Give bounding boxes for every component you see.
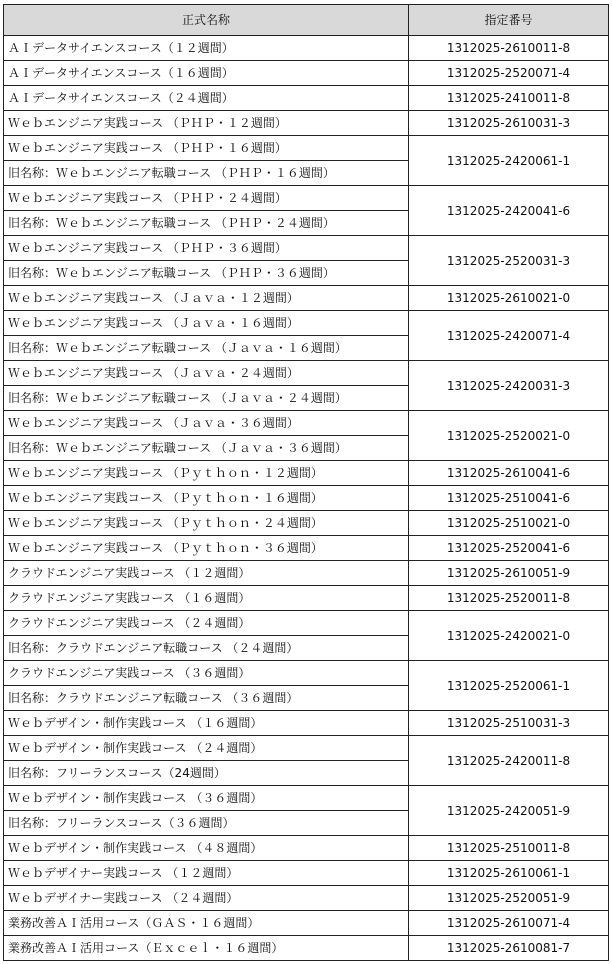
- course-official-name: Ｗｅｂデザイン・制作実践コース （１６週間）: [4, 711, 409, 736]
- course-official-name: 業務改善ＡＩ活用コース（ＧＡＳ・１６週間）: [4, 911, 409, 936]
- designation-number: 1312025-2420061-1: [409, 136, 609, 186]
- designation-number: 1312025-2520061-1: [409, 661, 609, 711]
- table-row: [4, 236, 609, 261]
- course-former-name: 旧名称：クラウドエンジニア転職コース （３６週間）: [4, 686, 409, 711]
- course-former-name: 旧名称：フリーランスコース（３６週間）: [4, 811, 409, 836]
- course-official-name: Ｗｅｂエンジニア実践コース （ＰＨＰ・１２週間）: [4, 111, 409, 136]
- table-row: [4, 536, 609, 561]
- course-official-name: クラウドエンジニア実践コース （２４週間）: [4, 611, 409, 636]
- table-row: [4, 936, 609, 961]
- course-official-name: Ｗｅｂエンジニア実践コース （Ｐｙｔｈｏｎ・１２週間）: [4, 461, 409, 486]
- table-row: [4, 561, 609, 586]
- designation-number: 1312025-2610071-4: [409, 911, 609, 936]
- course-official-name: Ｗｅｂエンジニア実践コース （Ｐｙｔｈｏｎ・３６週間）: [4, 536, 409, 561]
- designation-number: 1312025-2510021-0: [409, 511, 609, 536]
- course-official-name: Ｗｅｂエンジニア実践コース （ＰＨＰ・２４週間）: [4, 186, 409, 211]
- designation-number: 1312025-2610061-1: [409, 861, 609, 886]
- designation-number: 1312025-2520071-4: [409, 61, 609, 86]
- table-row: [4, 611, 609, 636]
- table-row: [4, 136, 609, 161]
- course-official-name: ＡＩデータサイエンスコース（２４週間）: [4, 86, 409, 111]
- course-official-name: クラウドエンジニア実践コース （１２週間）: [4, 561, 409, 586]
- table-row: [4, 61, 609, 86]
- table-row: [4, 311, 609, 336]
- designation-number: 1312025-2520041-6: [409, 536, 609, 561]
- table-body: [4, 36, 609, 961]
- table-row: [4, 186, 609, 211]
- table-row: [4, 661, 609, 686]
- course-official-name: Ｗｅｂエンジニア実践コース （Ｊａｖａ・２４週間）: [4, 361, 409, 386]
- course-official-name: Ｗｅｂデザイン・制作実践コース （２４週間）: [4, 736, 409, 761]
- designation-number: 1312025-2420041-6: [409, 186, 609, 236]
- table-row: [4, 461, 609, 486]
- table-row: [4, 86, 609, 111]
- table-row: [4, 886, 609, 911]
- designation-number: 1312025-2520031-3: [409, 236, 609, 286]
- table-row: [4, 286, 609, 311]
- table-row: [4, 911, 609, 936]
- table-row: [4, 836, 609, 861]
- course-official-name: Ｗｅｂエンジニア実践コース （ＰＨＰ・１６週間）: [4, 136, 409, 161]
- course-official-name: ＡＩデータサイエンスコース（１２週間）: [4, 36, 409, 61]
- course-former-name: 旧名称：Ｗｅｂエンジニア転職コース （ＰＨＰ・１６週間）: [4, 161, 409, 186]
- designation-number: 1312025-2520021-0: [409, 411, 609, 461]
- table-row: [4, 36, 609, 61]
- designation-number: 1312025-2420011-8: [409, 736, 609, 786]
- designation-number: 1312025-2610041-6: [409, 461, 609, 486]
- table-row: [4, 486, 609, 511]
- designation-number: 1312025-2510041-6: [409, 486, 609, 511]
- table-row: [4, 111, 609, 136]
- table-row: [4, 586, 609, 611]
- table-row: [4, 736, 609, 761]
- table-row: [4, 711, 609, 736]
- course-former-name: 旧名称：クラウドエンジニア転職コース （２４週間）: [4, 636, 409, 661]
- header-row: [4, 5, 609, 36]
- course-official-name: クラウドエンジニア実践コース （１６週間）: [4, 586, 409, 611]
- course-former-name: 旧名称：フリーランスコース（24週間）: [4, 761, 409, 786]
- course-former-name: 旧名称：Ｗｅｂエンジニア転職コース （ＰＨＰ・２４週間）: [4, 211, 409, 236]
- designation-number: 1312025-2420071-4: [409, 311, 609, 361]
- designation-number: 1312025-2520011-8: [409, 586, 609, 611]
- course-former-name: 旧名称：Ｗｅｂエンジニア転職コース （Ｊａｖａ・２４週間）: [4, 386, 409, 411]
- course-official-name: Ｗｅｂエンジニア実践コース （Ｐｙｔｈｏｎ・１６週間）: [4, 486, 409, 511]
- course-official-name: Ｗｅｂエンジニア実践コース （Ｊａｖａ・１６週間）: [4, 311, 409, 336]
- course-official-name: Ｗｅｂエンジニア実践コース （Ｐｙｔｈｏｎ・２４週間）: [4, 511, 409, 536]
- course-official-name: クラウドエンジニア実践コース （３６週間）: [4, 661, 409, 686]
- designation-number: 1312025-2610081-7: [409, 936, 609, 961]
- designation-number: 1312025-2420021-0: [409, 611, 609, 661]
- table-row: [4, 511, 609, 536]
- course-official-name: ＡＩデータサイエンスコース（１６週間）: [4, 61, 409, 86]
- header-designation-number: 指定番号: [409, 5, 609, 36]
- course-official-name: Ｗｅｂエンジニア実践コース （Ｊａｖａ・１２週間）: [4, 286, 409, 311]
- designation-number: 1312025-2520051-9: [409, 886, 609, 911]
- course-official-name: Ｗｅｂエンジニア実践コース （Ｊａｖａ・３６週間）: [4, 411, 409, 436]
- course-former-name: 旧名称：Ｗｅｂエンジニア転職コース （Ｊａｖａ・３６週間）: [4, 436, 409, 461]
- course-former-name: 旧名称：Ｗｅｂエンジニア転職コース （ＰＨＰ・３６週間）: [4, 261, 409, 286]
- designation-number: 1312025-2610021-0: [409, 286, 609, 311]
- course-official-name: Ｗｅｂデザイナー実践コース （２４週間）: [4, 886, 409, 911]
- designation-number: 1312025-2510031-3: [409, 711, 609, 736]
- course-official-name: Ｗｅｂデザイナー実践コース （１２週間）: [4, 861, 409, 886]
- designation-number: 1312025-2420051-9: [409, 786, 609, 836]
- designation-number: 1312025-2610051-9: [409, 561, 609, 586]
- course-official-name: 業務改善ＡＩ活用コース（Ｅｘｃｅｌ・１６週間）: [4, 936, 409, 961]
- designation-number: 1312025-2610031-3: [409, 111, 609, 136]
- header-official-name: 正式名称: [4, 5, 409, 36]
- course-official-name: Ｗｅｂデザイン・制作実践コース （４８週間）: [4, 836, 409, 861]
- course-official-name: Ｗｅｂエンジニア実践コース （ＰＨＰ・３６週間）: [4, 236, 409, 261]
- table-row: [4, 361, 609, 386]
- course-table: [3, 4, 609, 961]
- designation-number: 1312025-2410011-8: [409, 86, 609, 111]
- designation-number: 1312025-2610011-8: [409, 36, 609, 61]
- designation-number: 1312025-2420031-3: [409, 361, 609, 411]
- designation-number: 1312025-2510011-8: [409, 836, 609, 861]
- table-row: [4, 786, 609, 811]
- table-row: [4, 861, 609, 886]
- table-row: [4, 411, 609, 436]
- course-former-name: 旧名称：Ｗｅｂエンジニア転職コース （Ｊａｖａ・１６週間）: [4, 336, 409, 361]
- course-official-name: Ｗｅｂデザイン・制作実践コース （３６週間）: [4, 786, 409, 811]
